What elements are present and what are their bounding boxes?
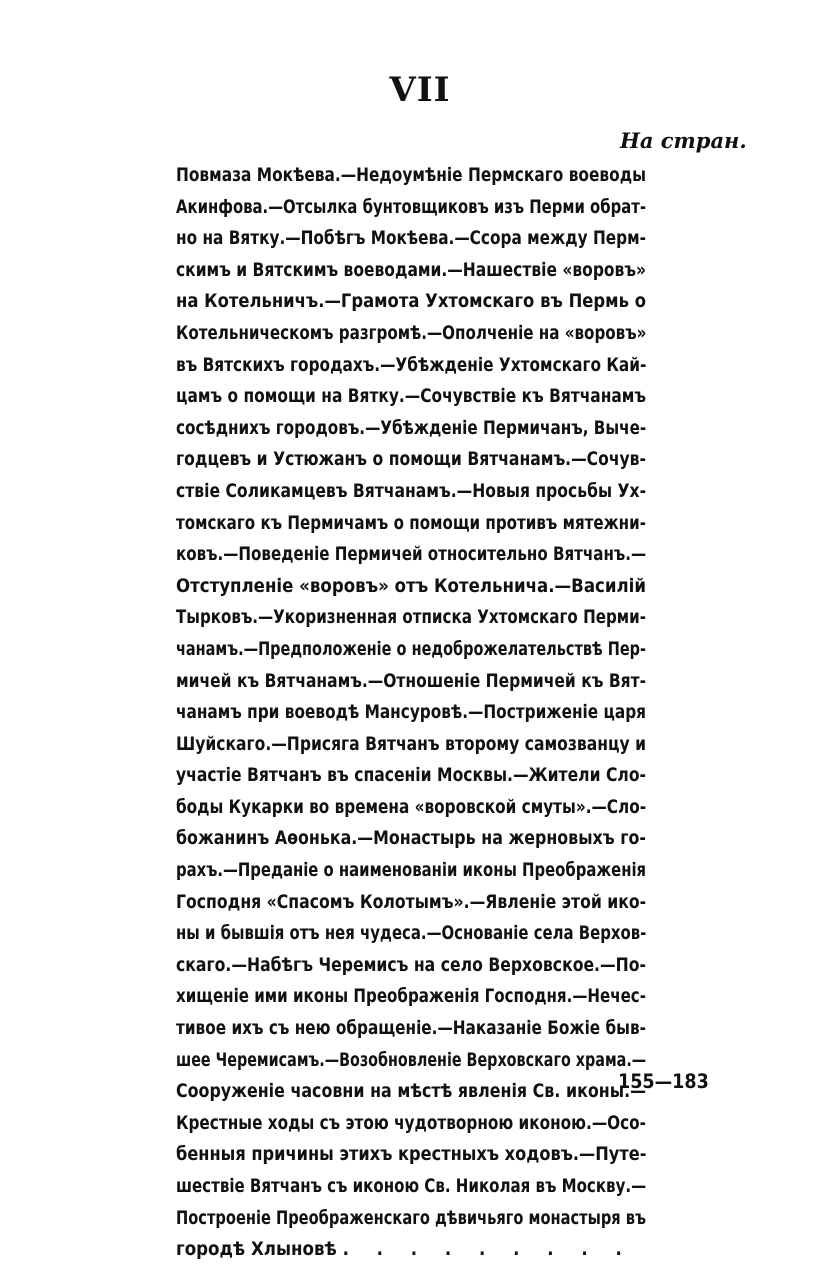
toc-line: скимъ и Вятскимъ воеводами.—Нашествіе «воровъ» — [176, 259, 647, 281]
toc-last-line — [176, 1234, 646, 1266]
toc-line: сосѣднихъ городовъ.—Убѣжденіе Пермичанъ, Выче- — [176, 417, 647, 439]
toc-line: шествіе Вятчанъ съ иконою Св. Николая въ Москву.— — [176, 1176, 647, 1197]
toc-line: хищеніе ими иконы Преображенія Господня.—Нечес- — [176, 986, 647, 1008]
toc-line: на Котельничъ.—Грамота Ухтомскаго въ Пермь о — [176, 291, 646, 313]
toc-line: Акинфова.—Отсылка бунтовщиковъ изъ Перми обрат- — [176, 196, 647, 218]
toc-line: ны и бывшія отъ нея чудеса.—Основаніе села Верхов- — [176, 923, 647, 945]
column-header-pages: На стран. — [620, 128, 747, 153]
toc-line: цамъ о помощи на Вятку.—Сочувствіе къ Вятчанамъ — [176, 386, 646, 408]
toc-line: бенныя причины этихъ крестныхъ ходовъ.—Путе- — [176, 1144, 647, 1166]
toc-line: чанамъ.—Предположеніе о недоброжелательствѣ Пер- — [176, 638, 647, 660]
page-number: VII — [389, 70, 451, 110]
toc-entry — [176, 160, 646, 1266]
toc-line: шее Черемисамъ.—Возобновленіе Верховскаго храма.— — [176, 1049, 647, 1071]
toc-line: участіе Вятчанъ въ спасеніи Москвы.—Жители Сло- — [176, 765, 647, 787]
toc-line: мичей къ Вятчанамъ.—Отношеніе Пермичей къ Вят- — [176, 670, 647, 692]
page-range: 155—183 — [618, 1070, 709, 1093]
toc-line: Котельническомъ разгромѣ.—Ополченіе на «воровъ» — [176, 322, 647, 344]
toc-line: божанинъ Аѳонька.—Монастырь на жерновыхъ го- — [176, 828, 646, 850]
toc-line: томскаго къ Пермичамъ о помощи противъ мятежни- — [176, 512, 646, 534]
toc-line: скаго.—Набѣгъ Черемисъ на село Верховское.—По- — [176, 954, 646, 976]
toc-line: Крестные ходы съ этою чудотворною иконою.—Осо- — [176, 1112, 647, 1134]
toc-line: ствіе Соликамцевъ Вятчанамъ.—Новыя просьбы Ух- — [176, 480, 647, 502]
toc-last-line-text: городѣ Хлыновѣ — [176, 1239, 337, 1261]
toc-line: тивое ихъ съ нею обращеніе.—Наказаніе Божіе быв- — [176, 1018, 647, 1040]
toc-line: Отступленіе «воровъ» отъ Котельнича.—Василій — [176, 575, 647, 597]
toc-line: Построеніе Преображенскаго дѣвичьяго монастыря въ — [176, 1207, 647, 1229]
toc-line: годцевъ и Устюжанъ о помощи Вятчанамъ.—Сочув- — [176, 449, 647, 471]
toc-line: но на Вятку.—Побѣгъ Мокѣева.—Ссора между Перм- — [176, 228, 647, 250]
toc-line: Тырковъ.—Укоризненная отписка Ухтомскаго Перми- — [176, 607, 646, 629]
toc-line: чанамъ при воеводѣ Мансуровѣ.—Постриженіе царя — [176, 702, 647, 724]
toc-line: рахъ.—Преданіе о наименованіи иконы Преображенія — [176, 860, 647, 882]
dot-leader: . . . . . . . . . — [342, 1239, 633, 1261]
toc-line: боды Кукарки во времена «воровской смуты».—Сло- — [176, 796, 647, 818]
toc-line: Шуйскаго.—Присяга Вятчанъ второму самозванцу и — [176, 733, 647, 755]
toc-line: Господня «Спасомъ Колотымъ».—Явленіе этой ико- — [176, 891, 647, 913]
toc-line: ковъ.—Поведеніе Пермичей относительно Вятчанъ.— — [176, 544, 647, 566]
toc-line: Сооруженіе часовни на мѣстѣ явленія Св. иконы.— — [176, 1081, 646, 1103]
toc-line: Повмаза Мокѣева.—Недоумѣніе Пермскаго воеводы — [176, 165, 647, 186]
toc-line: въ Вятскихъ городахъ.—Убѣжденіе Ухтомскаго Кай- — [176, 354, 647, 376]
